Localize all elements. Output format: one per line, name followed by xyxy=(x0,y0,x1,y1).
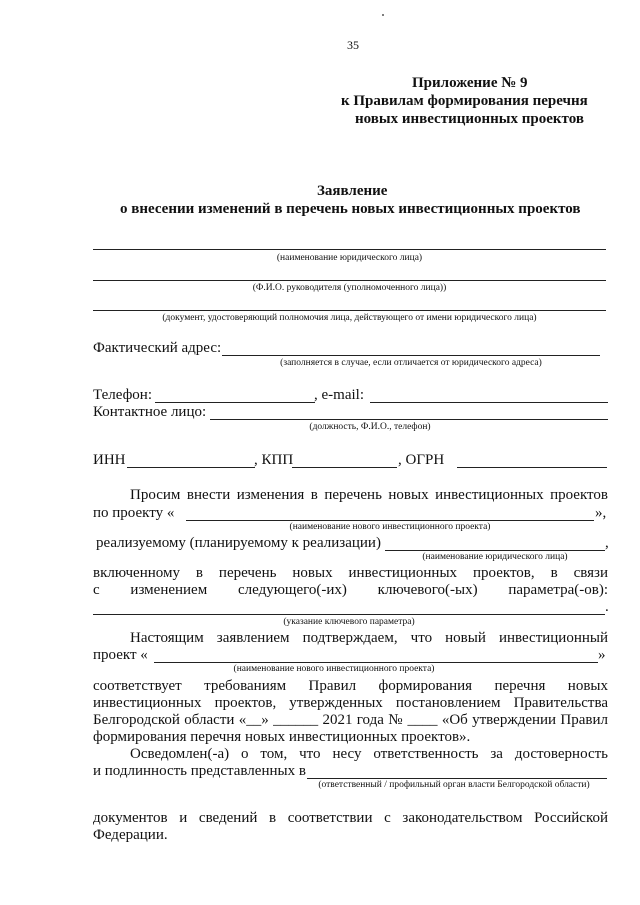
p1-line-1: Просим внести изменения в перечень новых инвестиционных проектов xyxy=(130,487,608,503)
legal-entity2-line xyxy=(385,550,605,551)
document-subtitle: о внесении изменений в перечень новых инвестиционных проектов xyxy=(120,201,581,217)
p1-line-4: включенному в перечень новых инвестиционных проектов, в связи xyxy=(93,565,608,581)
p1-line-3: реализуемому (планируемому к реализации) xyxy=(96,535,381,551)
head-name-caption: (Ф.И.О. руководителя (уполномоченного лица)) xyxy=(252,283,447,293)
page-number: 35 xyxy=(347,38,359,52)
p2-line-6: формирования перечня новых инвестиционных проектов». xyxy=(93,729,471,745)
ogrn-label: , ОГРН xyxy=(398,452,445,468)
p1-line-5: с изменением следующего(-их) ключевого(-ых) параметра(-ов): xyxy=(93,582,608,598)
p2-line-2-end: » xyxy=(598,647,606,663)
ogrn-line xyxy=(457,467,607,468)
p2-line-5: Белгородской области «__» ______ 2021 года № ____ «Об утверждении Правил xyxy=(93,712,608,728)
inn-line xyxy=(127,467,255,468)
email-label: , e-mail: xyxy=(314,387,364,403)
authority-caption: (ответственный / профильный орган власти Белгородской области) xyxy=(318,780,590,790)
address-label: Фактический адрес: xyxy=(93,340,222,356)
p3-line-4: Федерации. xyxy=(93,827,168,843)
legal-entity-line xyxy=(93,249,606,250)
appendix-line-3: новых инвестиционных проектов xyxy=(355,111,584,127)
p3-line-3: документов и сведений в соответствии с законодательством Российской xyxy=(93,810,608,826)
email-line xyxy=(370,402,608,403)
address-line xyxy=(222,355,600,356)
key-param-line xyxy=(93,614,605,615)
address-caption: (заполняется в случае, если отличается от юридического адреса) xyxy=(280,358,542,368)
p2-line-2-start: проект « xyxy=(93,647,148,663)
contact-label: Контактное лицо: xyxy=(93,404,207,420)
legal-entity2-caption: (наименование юридического лица) xyxy=(422,552,568,562)
head-name-line xyxy=(93,280,606,281)
p2-line-1: Настоящим заявлением подтверждаем, что новый инвестиционный xyxy=(130,630,608,646)
p2-line-3: соответствует требованиям Правил формирования перечня новых xyxy=(93,678,608,694)
p2-line-4: инвестиционных проектов, утвержденных постановлением Правительства xyxy=(93,695,608,711)
document-caption: (документ, удостоверяющий полномочия лица, действующего от имени юридического лица) xyxy=(162,313,537,323)
project-name-line xyxy=(186,520,594,521)
p1-line-6-end: . xyxy=(605,599,609,615)
appendix-line-1: Приложение № 9 xyxy=(412,75,528,91)
p3-line-1: Осведомлен(-а) о том, что несу ответственность за достоверность xyxy=(130,746,608,762)
project-name2-caption: (наименование нового инвестиционного проекта) xyxy=(233,664,435,674)
key-param-caption: (указание ключевого параметра) xyxy=(283,617,415,627)
p1-line-2-start: по проекту « xyxy=(93,505,175,521)
authority-line xyxy=(307,778,607,779)
contact-caption: (должность, Ф.И.О., телефон) xyxy=(309,422,431,432)
appendix-line-2: к Правилам формирования перечня xyxy=(341,93,588,109)
p3-line-2: и подлинность представленных в xyxy=(93,763,306,779)
document-title: Заявление xyxy=(317,183,388,199)
kpp-line xyxy=(292,467,397,468)
project-name2-line xyxy=(154,662,598,663)
kpp-label: , КПП xyxy=(254,452,294,468)
phone-label: Телефон: xyxy=(93,387,152,403)
p1-line-2-end: », xyxy=(595,505,607,521)
contact-line xyxy=(210,419,608,420)
inn-label: ИНН xyxy=(93,452,126,468)
p1-line-3-end: , xyxy=(605,535,609,551)
scan-speck xyxy=(382,14,384,16)
phone-line xyxy=(155,402,315,403)
legal-entity-caption: (наименование юридического лица) xyxy=(276,253,423,263)
document-line xyxy=(93,310,606,311)
project-name-caption: (наименование нового инвестиционного проекта) xyxy=(289,522,491,532)
